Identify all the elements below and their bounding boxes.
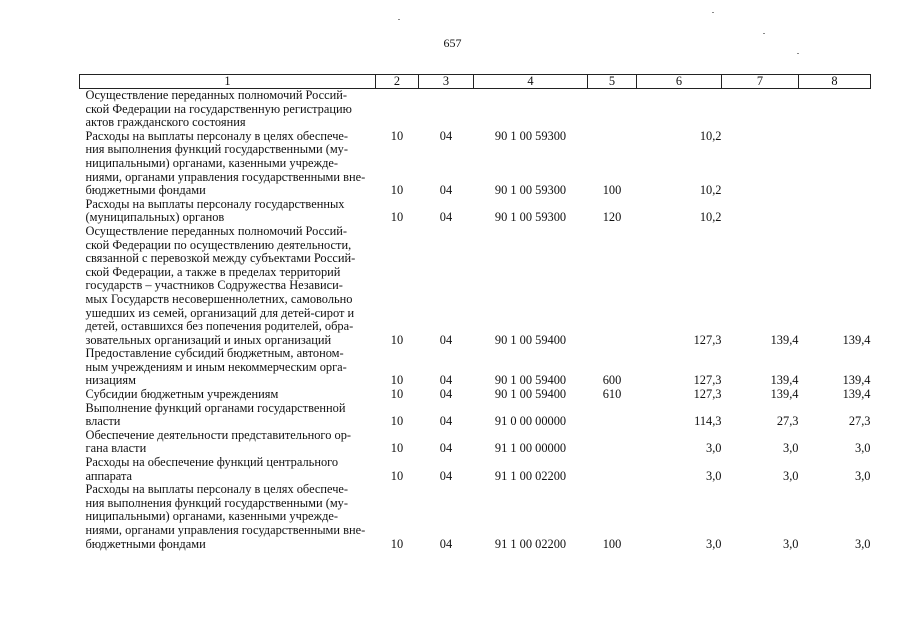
- amount-cell: [637, 89, 722, 130]
- expense-name-cell: [80, 402, 376, 429]
- expense-name-line: мых Государств несовершеннолетних, самовольно: [85, 291, 353, 306]
- expense-type-cell: [588, 130, 637, 144]
- expense-name-line: Осуществление переданных полномочий Россий-: [85, 88, 348, 102]
- amount-cell: 10,2: [699, 183, 722, 198]
- expense-name-line: Обеспечение деятельности представительного ор-: [85, 427, 352, 442]
- amount-cell: [722, 89, 799, 130]
- expense-name-cell: [80, 130, 376, 144]
- column-header: 2: [376, 75, 419, 89]
- scan-speck: [797, 53, 799, 54]
- page-number: 657: [443, 36, 462, 50]
- scan-speck: [398, 19, 400, 20]
- amount-cell: 3,0: [855, 468, 871, 483]
- section-code-cell: 10: [390, 128, 404, 143]
- section-code-cell: 10: [390, 468, 404, 483]
- table-row: [80, 456, 871, 483]
- expense-type-cell: 100: [602, 183, 622, 198]
- expense-name-line: Расходы на выплаты персоналу в целях обеспече-: [85, 482, 349, 497]
- column-header: 4: [474, 75, 588, 89]
- amount-cell: 27,3: [776, 414, 799, 429]
- target-article-cell: 90 1 00 59400: [494, 332, 567, 347]
- table-body: [80, 89, 871, 552]
- expense-name-line: зовательных организаций и иных организаций: [85, 332, 332, 347]
- table-row: [80, 388, 871, 402]
- table-row: [80, 143, 871, 197]
- expense-name-line: Расходы на выплаты персоналу в целях обеспече-: [85, 128, 349, 143]
- target-article-cell: 91 1 00 02200: [494, 468, 567, 483]
- target-article-cell: 90 1 00 59400: [494, 387, 567, 402]
- expense-name-cell: [80, 198, 376, 225]
- expense-name-line: гана власти: [85, 441, 147, 456]
- target-article-cell: 90 1 00 59300: [494, 128, 567, 143]
- column-number-header-row: [80, 75, 871, 89]
- section-code-cell: 10: [390, 414, 404, 429]
- expense-name-line: ниципальными) органами, казенными учрежде-: [85, 155, 339, 170]
- section-code-cell: [376, 89, 419, 130]
- amount-cell: [799, 143, 871, 197]
- expense-name-line: власти: [85, 414, 121, 429]
- expense-name-line: аппарата: [85, 468, 133, 483]
- expense-type-cell: 600: [602, 373, 622, 388]
- section-code-cell: 10: [390, 210, 404, 225]
- expense-name-line: ской Федерации, а также в пределах территорий: [85, 264, 341, 279]
- table-row: [80, 130, 871, 144]
- expense-name-cell: [80, 143, 376, 197]
- target-article-cell: 90 1 00 59300: [494, 210, 567, 225]
- expense-name-line: бюджетными фондами: [85, 183, 206, 198]
- table-row: [80, 429, 871, 456]
- amount-cell: 139,4: [770, 332, 799, 347]
- expense-name-line: низациям: [85, 373, 136, 388]
- amount-cell: 3,0: [783, 468, 799, 483]
- expense-name-line: ния выполнения функций государственными (му-: [85, 495, 348, 510]
- amount-cell: 139,4: [842, 373, 871, 388]
- amount-cell: 3,0: [855, 536, 871, 551]
- amount-cell: [722, 198, 799, 225]
- expense-name-line: ниями, органами управления государственными вне-: [85, 169, 366, 184]
- subsection-code-cell: 04: [439, 441, 453, 456]
- table-row: [80, 347, 871, 388]
- amount-cell: [722, 143, 799, 197]
- expense-name-line: ушедших из семей, организаций для детей-сирот и: [85, 305, 355, 320]
- amount-cell: 3,0: [855, 441, 871, 456]
- target-article-cell: 90 1 00 59400: [494, 373, 567, 388]
- table-row: [80, 402, 871, 429]
- expense-name-line: Выполнение функций органами государственной: [85, 400, 346, 415]
- amount-cell: 10,2: [699, 128, 722, 143]
- amount-cell: [799, 130, 871, 144]
- amount-cell: 3,0: [706, 441, 722, 456]
- expense-name-line: ниями, органами управления государственными вне-: [85, 523, 366, 537]
- amount-cell: 127,3: [693, 332, 722, 347]
- expense-type-cell: 100: [602, 536, 622, 551]
- section-code-cell: 10: [390, 373, 404, 388]
- expense-name-line: ской Федерации по осуществлению деятельности,: [85, 237, 352, 252]
- target-article-cell: 91 1 00 02200: [494, 536, 567, 551]
- subsection-code-cell: 04: [439, 332, 453, 347]
- expense-name-line: Расходы на выплаты персоналу государственных: [85, 196, 345, 211]
- expense-name-cell: [80, 347, 376, 388]
- amount-cell: 139,4: [842, 332, 871, 347]
- expense-name-cell: [80, 483, 376, 551]
- scan-speck: [763, 33, 765, 34]
- column-header: 8: [799, 75, 871, 89]
- amount-cell: 3,0: [706, 468, 722, 483]
- subsection-code-cell: 04: [439, 536, 453, 551]
- subsection-code-cell: [419, 89, 474, 130]
- amount-cell: 27,3: [848, 414, 871, 429]
- expense-type-cell: 120: [602, 210, 622, 225]
- section-code-cell: 10: [390, 332, 404, 347]
- amount-cell: 127,3: [693, 387, 722, 402]
- expense-type-cell: [588, 225, 637, 347]
- amount-cell: 3,0: [783, 536, 799, 551]
- subsection-code-cell: 04: [439, 210, 453, 225]
- expense-name-cell: [80, 456, 376, 483]
- expense-name-line: связанной с перевозкой между субъектами Россий-: [85, 251, 356, 266]
- table-row: [80, 198, 871, 225]
- expense-type-cell: [588, 402, 637, 429]
- expense-type-cell: [588, 429, 637, 456]
- expense-name-cell: [80, 89, 376, 130]
- expense-name-line: ния выполнения функций государственными (му-: [85, 142, 348, 157]
- amount-cell: [799, 198, 871, 225]
- expense-name-line: ниципальными) органами, казенными учрежде-: [85, 509, 339, 524]
- expense-name-line: (муниципальных) органов: [85, 210, 225, 225]
- expense-name-line: детей, оставшихся без попечения родителей, обра-: [85, 319, 354, 334]
- expense-name-line: актов гражданского состояния: [85, 115, 246, 130]
- amount-cell: 139,4: [842, 387, 871, 402]
- scan-speck: [712, 12, 714, 13]
- subsection-code-cell: 04: [439, 468, 453, 483]
- column-header: 7: [722, 75, 799, 89]
- amount-cell: 3,0: [706, 536, 722, 551]
- target-article-cell: 90 1 00 59300: [494, 183, 567, 198]
- section-code-cell: 10: [390, 183, 404, 198]
- amount-cell: 3,0: [783, 441, 799, 456]
- subsection-code-cell: 04: [439, 128, 453, 143]
- amount-cell: 139,4: [770, 373, 799, 388]
- table-row: [80, 89, 871, 130]
- column-header: 3: [419, 75, 474, 89]
- expense-name-line: Предоставление субсидий бюджетным, автоном-: [85, 346, 344, 361]
- expense-name-line: Осуществление переданных полномочий Россий-: [85, 223, 348, 238]
- target-article-cell: [474, 89, 588, 130]
- expense-name-line: Субсидии бюджетным учреждениям: [85, 387, 279, 402]
- table-row: [80, 225, 871, 347]
- target-article-cell: 91 1 00 00000: [494, 441, 567, 456]
- expense-name-cell: [80, 225, 376, 347]
- subsection-code-cell: 04: [439, 387, 453, 402]
- expense-name-line: ным учреждениям и иным некоммерческим орга-: [85, 359, 347, 374]
- target-article-cell: 91 0 00 00000: [494, 414, 567, 429]
- budget-table: [79, 74, 871, 551]
- table-row: [80, 483, 871, 551]
- section-code-cell: 10: [390, 387, 404, 402]
- subsection-code-cell: 04: [439, 373, 453, 388]
- expense-name-cell: [80, 388, 376, 402]
- expense-name-line: бюджетными фондами: [85, 536, 206, 551]
- amount-cell: 127,3: [693, 373, 722, 388]
- expense-name-line: ской Федерации на государственную регистрацию: [85, 101, 352, 116]
- expense-type-cell: 610: [602, 387, 622, 402]
- expense-type-cell: [588, 456, 637, 483]
- column-header: 6: [637, 75, 722, 89]
- amount-cell: [722, 130, 799, 144]
- column-header: 5: [588, 75, 637, 89]
- expense-name-cell: [80, 429, 376, 456]
- amount-cell: [799, 89, 871, 130]
- subsection-code-cell: 04: [439, 414, 453, 429]
- column-header: 1: [80, 75, 376, 89]
- expense-type-cell: [588, 89, 637, 130]
- expense-name-line: государств – участников Содружества Независи-: [85, 278, 343, 293]
- amount-cell: 114,3: [694, 414, 722, 429]
- amount-cell: 139,4: [770, 387, 799, 402]
- section-code-cell: 10: [390, 441, 404, 456]
- section-code-cell: 10: [390, 536, 404, 551]
- subsection-code-cell: 04: [439, 183, 453, 198]
- expense-name-line: Расходы на обеспечение функций центрального: [85, 455, 339, 470]
- amount-cell: 10,2: [699, 210, 722, 225]
